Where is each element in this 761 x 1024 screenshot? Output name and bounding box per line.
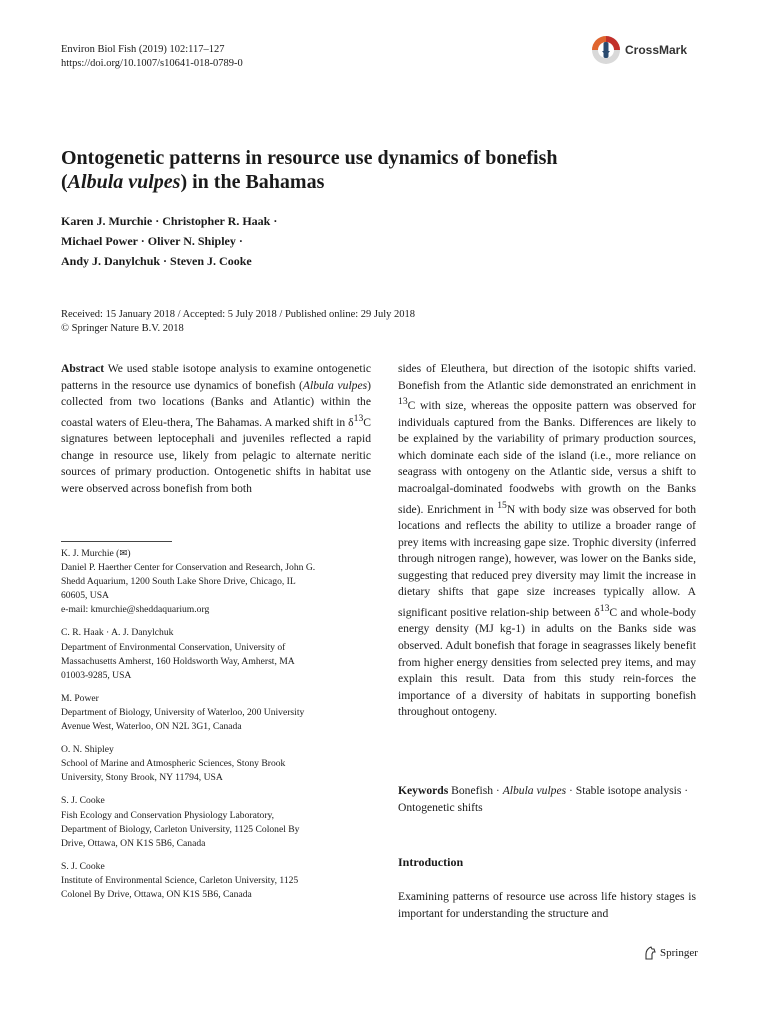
publication-dates — [61, 308, 415, 336]
springer-horse-icon — [643, 946, 657, 960]
title-line-1: Ontogenetic patterns in resource use dynamics of bonefish — [61, 147, 558, 169]
affiliation-block — [61, 794, 371, 850]
doi-link[interactable]: https://doi.org/10.1007/s10641-018-0789-0 — [61, 58, 243, 69]
abstract-species: Albula vulpes — [302, 378, 368, 392]
affiliation-name: O. N. Shipley — [61, 744, 114, 756]
author-list — [61, 211, 277, 271]
affiliation-line: Fish Ecology and Conservation Physiology Laboratory, — [61, 809, 275, 821]
affiliation-block — [61, 692, 371, 734]
keyword-text-2: · Stable isotope analysis · Ontogenetic shifts — [398, 784, 689, 814]
journal-citation: Environ Biol Fish (2019) 102:117–127 — [61, 44, 225, 55]
keywords-label: Keywords — [398, 784, 449, 797]
affiliation-name: C. R. Haak · A. J. Danylchuk — [61, 627, 174, 639]
publisher-name: Springer — [660, 947, 698, 959]
title-line-2: ) in the Bahamas — [180, 171, 325, 193]
affiliation-line: Department of Biology, Carleton University, 1125 Colonel By — [61, 823, 300, 835]
abstract-text-3: C signatures between leptocephali and juveniles reflected a rapid change in resource use, likely from pelagic to alternate neritic sources of primary production. Ontogenetic shifts in habitat use were observed across bonefish from both — [61, 415, 371, 496]
affiliation-line: Shedd Aquarium, 1200 South Lake Shore Drive, Chicago, IL — [61, 576, 296, 588]
abstract-paragraph — [61, 361, 371, 498]
affiliation-line: Institute of Environmental Science, Carleton University, 1125 — [61, 874, 299, 886]
affiliation-line: Colonel By Drive, Ottawa, ON K1S 5B6, Canada — [61, 888, 252, 900]
abstract-text-3b: sides of Eleuthera, but direction of the isotopic shifts varied. Bonefish from the Atlantic side demonstrated an enrichment in — [398, 362, 696, 392]
abstract-column-left — [61, 361, 371, 498]
authors-line-1: Karen J. Murchie · Christopher R. Haak · — [61, 214, 278, 228]
affiliation-name: K. J. Murchie (✉) — [61, 548, 131, 559]
crossmark-badge[interactable] — [591, 33, 709, 67]
affiliations — [61, 547, 371, 911]
publisher-mark — [643, 946, 698, 960]
affiliation-name: M. Power — [61, 692, 99, 704]
affiliation-line: 01003-9285, USA — [61, 669, 132, 681]
title-species: Albula vulpes — [67, 171, 181, 193]
abstract-column-right — [398, 361, 696, 721]
affiliation-block — [61, 860, 371, 902]
abstract-text-2: ) collected from two locations (Banks and Atlantic) within the coastal waters of Eleu-thera, The Bahamas. A marked shift in δ — [61, 378, 371, 429]
abstract-text-4: C with size, whereas the opposite pattern was observed for individuals captured from the Banks. Differences are likely to be explained by the variability of primary production sources, which dominate each side of the island (i.e., more reliance on seagrass with ontogeny on the Atlantic side, versus a shift to macroalgal-dominated foodwebs with growth on the Banks side). Enrichment in — [398, 399, 696, 516]
affiliation-line: Department of Environmental Conservation, University of — [61, 641, 286, 653]
affiliation-block — [61, 626, 371, 682]
crossmark-label: CrossMark — [625, 43, 688, 57]
isotope-superscript: 13 — [398, 396, 408, 408]
mail-icon[interactable]: ✉ — [119, 548, 128, 559]
abstract-text-1: We used stable isotope analysis to examine ontogenetic patterns in the resource use dynamics of bonefish ( — [61, 362, 371, 392]
authors-line-2: Michael Power · Oliver N. Shipley · — [61, 234, 243, 248]
affiliation-line: Department of Biology, University of Waterloo, 200 University — [61, 706, 305, 718]
keywords — [398, 783, 696, 816]
title-open-paren: ( — [61, 171, 68, 193]
affiliation-line: Drive, Ottawa, ON K1S 5B6, Canada — [61, 837, 206, 849]
abstract-text-5: N with body size was observed for both locations and reflects the ability to utilize a broader range of prey items with increasing gape size. Trophic diversity (inferred through nitrogen range), however, was lower on the Banks side, suggesting that reduced prey diversity may limit the increase in dietary shifts that gape size increases typically allow. A significant positive relation-ship between δ — [398, 502, 696, 619]
keyword-species: Albula vulpes — [502, 784, 567, 797]
affiliation-line: University, Stony Brook, NY 11794, USA — [61, 772, 223, 784]
crossmark-icon — [591, 35, 621, 65]
affiliation-line: Daniel P. Haerther Center for Conservation and Research, John G. — [61, 562, 316, 574]
affiliation-line: Avenue West, Waterloo, ON N2L 3G1, Canada — [61, 721, 242, 733]
abstract-label: Abstract — [61, 362, 105, 375]
introduction-heading: Introduction — [398, 855, 464, 869]
isotope-superscript: 13 — [599, 603, 610, 615]
affiliation-name: S. J. Cooke — [61, 860, 105, 872]
article-title — [61, 146, 701, 194]
abstract-continued — [398, 361, 696, 721]
introduction-text: Examining patterns of resource use across life history stages is important for understanding the structure and — [398, 890, 696, 920]
email-link[interactable]: e-mail: kmurchie@sheddaquarium.org — [61, 604, 210, 616]
keyword-text-1: Bonefish · — [451, 784, 503, 797]
footnote-rule — [61, 541, 172, 542]
affiliation-line: School of Marine and Atmospheric Sciences, Stony Brook — [61, 758, 286, 770]
affiliation-line: Massachusetts Amherst, 160 Holdsworth Way, Amherst, MA — [61, 655, 295, 667]
isotope-superscript: 15 — [497, 499, 507, 511]
journal-header — [61, 43, 243, 71]
authors-line-3: Andy J. Danylchuk · Steven J. Cooke — [61, 254, 252, 268]
affiliation-name: S. J. Cooke — [61, 795, 105, 807]
isotope-superscript: 13 — [353, 412, 364, 424]
copyright-line: © Springer Nature B.V. 2018 — [61, 323, 184, 334]
abstract-text-6: C and whole-body energy density (MJ kg-1) in adults on the Banks side was observed. Adult bonefish that forage in seagrasses likely benefit from higher energy densities from selected prey items, and may explain this result. Data from this study rein-forces the importance of a diversity of habitats in supporting bonefish throughout ontogeny. — [398, 605, 696, 719]
history-dates: Received: 15 January 2018 / Accepted: 5 July 2018 / Published online: 29 July 2018 — [61, 309, 416, 320]
affiliation-block — [61, 547, 371, 617]
affiliation-block — [61, 743, 371, 785]
affiliation-line: 60605, USA — [61, 590, 109, 602]
